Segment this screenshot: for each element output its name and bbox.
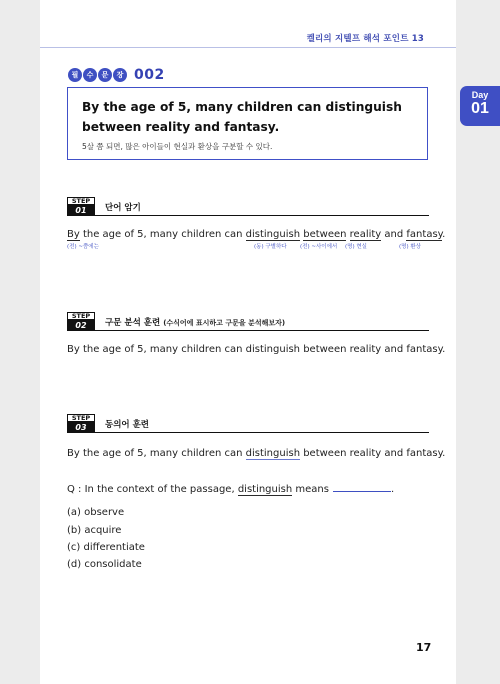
step-title: 단어 암기: [105, 203, 141, 213]
day-number: 01: [471, 100, 489, 117]
header-title: 켈리의 지텔프 해석 포인트 13: [306, 34, 424, 44]
step-rule: [95, 215, 429, 216]
step-title: 구문 분석 훈련 (수식어에 표시하고 구문을 분석해보자): [105, 318, 286, 328]
gloss-reality: (명) 현실: [345, 244, 367, 250]
vocab-word-between: between: [303, 229, 347, 240]
day-label: Day: [471, 90, 489, 100]
day-tab: [460, 86, 500, 126]
gloss-between: (전) ~사이에서: [300, 244, 338, 250]
badge-4: 장: [113, 68, 127, 82]
synonym-question: Q : In the context of the passage, distinguish means .: [67, 484, 395, 495]
badge-1: 필: [68, 68, 82, 82]
step-02-header: [67, 312, 429, 332]
badge-2: 수: [83, 68, 97, 82]
vocab-word-distinguish: distinguish: [245, 229, 301, 240]
question-label: [68, 67, 165, 83]
step-subtitle: (수식어에 표시하고 구문을 분석해보자): [163, 319, 286, 327]
vocab-word-by: By: [67, 229, 80, 240]
analysis-sentence: By the age of 5, many children can distinguish between reality and fantasy.: [67, 344, 446, 355]
answer-blank[interactable]: [333, 482, 391, 492]
page: [40, 0, 456, 684]
step-chip: STEP 03: [67, 414, 95, 433]
vocab-sentence: By the age of 5, many children can distinguish between reality and fantasy.: [67, 229, 446, 240]
step-rule: [95, 432, 429, 433]
step-03-header: [67, 414, 429, 434]
question-target-word: distinguish: [237, 484, 293, 495]
option-b[interactable]: (b) acquire: [67, 525, 122, 536]
step-chip: STEP 01: [67, 197, 95, 216]
gloss-fantasy: (명) 환상: [399, 244, 421, 250]
option-c[interactable]: (c) differentiate: [67, 542, 145, 553]
vocab-word-reality: reality: [349, 229, 382, 240]
main-sentence-box: [67, 87, 428, 160]
step-title: 동의어 훈련: [105, 420, 150, 430]
synonym-target-word: distinguish: [245, 448, 301, 459]
gloss-by: (전) ~쯤에는: [67, 244, 99, 250]
header-divider: [40, 47, 456, 48]
step-rule: [95, 330, 429, 331]
main-sentence-korean: 5살 쯤 되면, 많은 아이들이 현실과 환상을 구분할 수 있다.: [82, 142, 273, 151]
step-chip: STEP 02: [67, 312, 95, 331]
option-d[interactable]: (d) consolidate: [67, 559, 142, 570]
question-number: 002: [134, 67, 165, 83]
vocab-word-fantasy: fantasy: [406, 229, 443, 240]
main-sentence-english: By the age of 5, many children can distinguish between reality and fantasy.: [82, 100, 402, 134]
badge-3: 문: [98, 68, 112, 82]
option-a[interactable]: (a) observe: [67, 507, 125, 518]
step-01-header: [67, 197, 429, 217]
gloss-distinguish: (동) 구별하다: [254, 244, 287, 250]
synonym-sentence: By the age of 5, many children can distinguish between reality and fantasy.: [67, 448, 446, 459]
page-number: 17: [416, 641, 432, 654]
